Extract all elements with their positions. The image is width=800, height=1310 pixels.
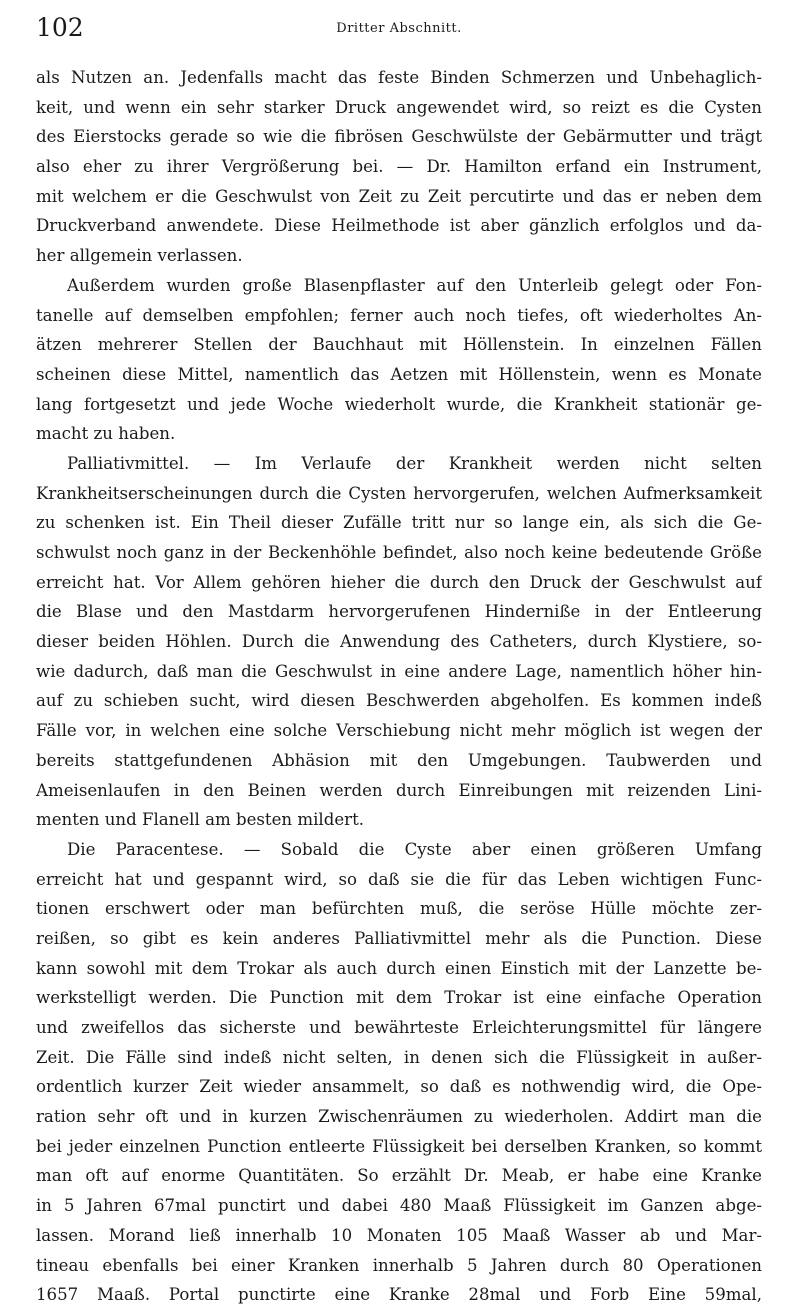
text-line: erreicht hat und gespannt wird, so daß sie die für das Leben wichtigen Func- [36,869,762,889]
text-line: Zeit. Die Fälle sind indeß nicht selten, in denen sich die Flüssigkeit in außer- [36,1047,762,1067]
text-line: werkstelligt werden. Die Punction mit dem Trokar ist eine einfache Operation [36,988,762,1008]
text-line: lassen. Morand ließ innerhalb 10 Monaten 105 Maaß Wasser ab und Mar- [36,1225,762,1245]
page-number: 102 [36,13,84,42]
text-line: Druckverband anwendete. Diese Heilmethode ist aber gänzlich erfolglos und da- [36,216,762,236]
text-line: des Eierstocks gerade so wie die fibrösen Geschwülste der Gebärmutter und trägt [36,127,762,147]
text-line: bereits stattgefundenen Abhäsion mit den Umgebungen. Taubwerden und [36,750,762,770]
text-line: als Nutzen an. Jedenfalls macht das feste Binden Schmerzen und Unbehaglich- [36,68,762,87]
text-line: in 5 Jahren 67mal punctirt und dabei 480 Maaß Flüssigkeit im Ganzen abge- [36,1196,762,1216]
text-line: Fälle vor, in welchen eine solche Verschiebung nicht mehr möglich ist wegen der [36,721,762,741]
text-line: kann sowohl mit dem Trokar als auch durch einen Einstich mit der Lanzette be- [36,958,762,978]
text-line: tionen erschwert oder man befürchten muß, die seröse Hülle möchte zer- [36,899,762,919]
text-line: Außerdem wurden große Blasenpflaster auf den Unterleib gelegt oder Fon- [67,275,762,295]
text-line: 1657 Maaß. Portal punctirte eine Kranke 28mal und Forb Eine 59mal, [36,1285,762,1305]
text-line: scheinen diese Mittel, namentlich das Aetzen mit Höllenstein, wenn es Monate [36,364,762,384]
text-line: Krankheitserscheinungen durch die Cysten hervorgerufen, welchen Aufmerksamkeit [36,483,762,503]
text-line: man oft auf enorme Quantitäten. So erzählt Dr. Meab, er habe eine Kranke [36,1166,762,1186]
text-line: her allgemein verlassen. [36,246,243,266]
text-line: zu schenken ist. Ein Theil dieser Zufälle tritt nur so lange ein, als sich die Ge- [36,513,762,533]
text-line: die Blase und den Mastdarm hervorgerufenen Hinderniße in der Entleerung [36,602,762,622]
text-line: und zweifellos das sicherste und bewährteste Erleichterungsmittel für längere [36,1018,762,1037]
page-header [36,10,762,46]
text-line: Palliativmittel. — Im Verlaufe der Krankheit werden nicht selten [67,453,762,473]
text-line: macht zu haben. [36,424,176,444]
text-line: reißen, so gibt es kein anderes Palliativmittel mehr als die Punction. Diese [36,928,762,948]
text-line: wie dadurch, daß man die Geschwulst in eine andere Lage, namentlich höher hin- [36,661,762,681]
text-line: erreicht hat. Vor Allem gehören hieher die durch den Druck der Geschwulst auf [36,572,762,592]
text-line: tanelle auf demselben empfohlen; ferner auch noch tiefes, oft wiederholtes An- [36,305,762,325]
text-line: Die Paracentese. — Sobald die Cyste aber einen größeren Umfang [67,839,762,859]
body-text [36,63,762,1310]
text-line: ätzen mehrerer Stellen der Bauchhaut mit Höllenstein. In einzelnen Fällen [36,335,762,355]
text-line: lang fortgesetzt und jede Woche wiederholt wurde, die Krankheit stationär ge- [36,394,762,414]
text-line: menten und Flanell am besten mildert. [36,810,365,830]
text-line: dieser beiden Höhlen. Durch die Anwendung des Catheters, durch Klystiere, so- [36,632,762,652]
text-line: tineau ebenfalls bei einer Kranken innerhalb 5 Jahren durch 80 Operationen [36,1255,762,1275]
text-line: ordentlich kurzer Zeit wieder ansammelt, so daß es nothwendig wird, die Ope- [36,1077,762,1097]
running-title: Dritter Abschnitt. [336,21,462,36]
text-line: Ameisenlaufen in den Beinen werden durch Einreibungen mit reizenden Lini- [36,780,762,800]
text-line: schwulst noch ganz in der Beckenhöhle befindet, also noch keine bedeutende Größe [36,543,762,562]
text-line: ration sehr oft und in kurzen Zwischenräumen zu wiederholen. Addirt man die [36,1107,762,1127]
text-line: mit welchem er die Geschwulst von Zeit zu Zeit percutirte und das er neben dem [36,186,762,206]
text-line: keit, und wenn ein sehr starker Druck angewendet wird, so reizt es die Cysten [36,97,762,117]
text-line: auf zu schieben sucht, wird diesen Beschwerden abgeholfen. Es kommen indeß [36,691,762,711]
text-line: also eher zu ihrer Vergrößerung bei. — Dr. Hamilton erfand ein Instrument, [36,157,762,177]
text-line: bei jeder einzelnen Punction entleerte Flüssigkeit bei derselben Kranken, so kommt [36,1136,762,1156]
